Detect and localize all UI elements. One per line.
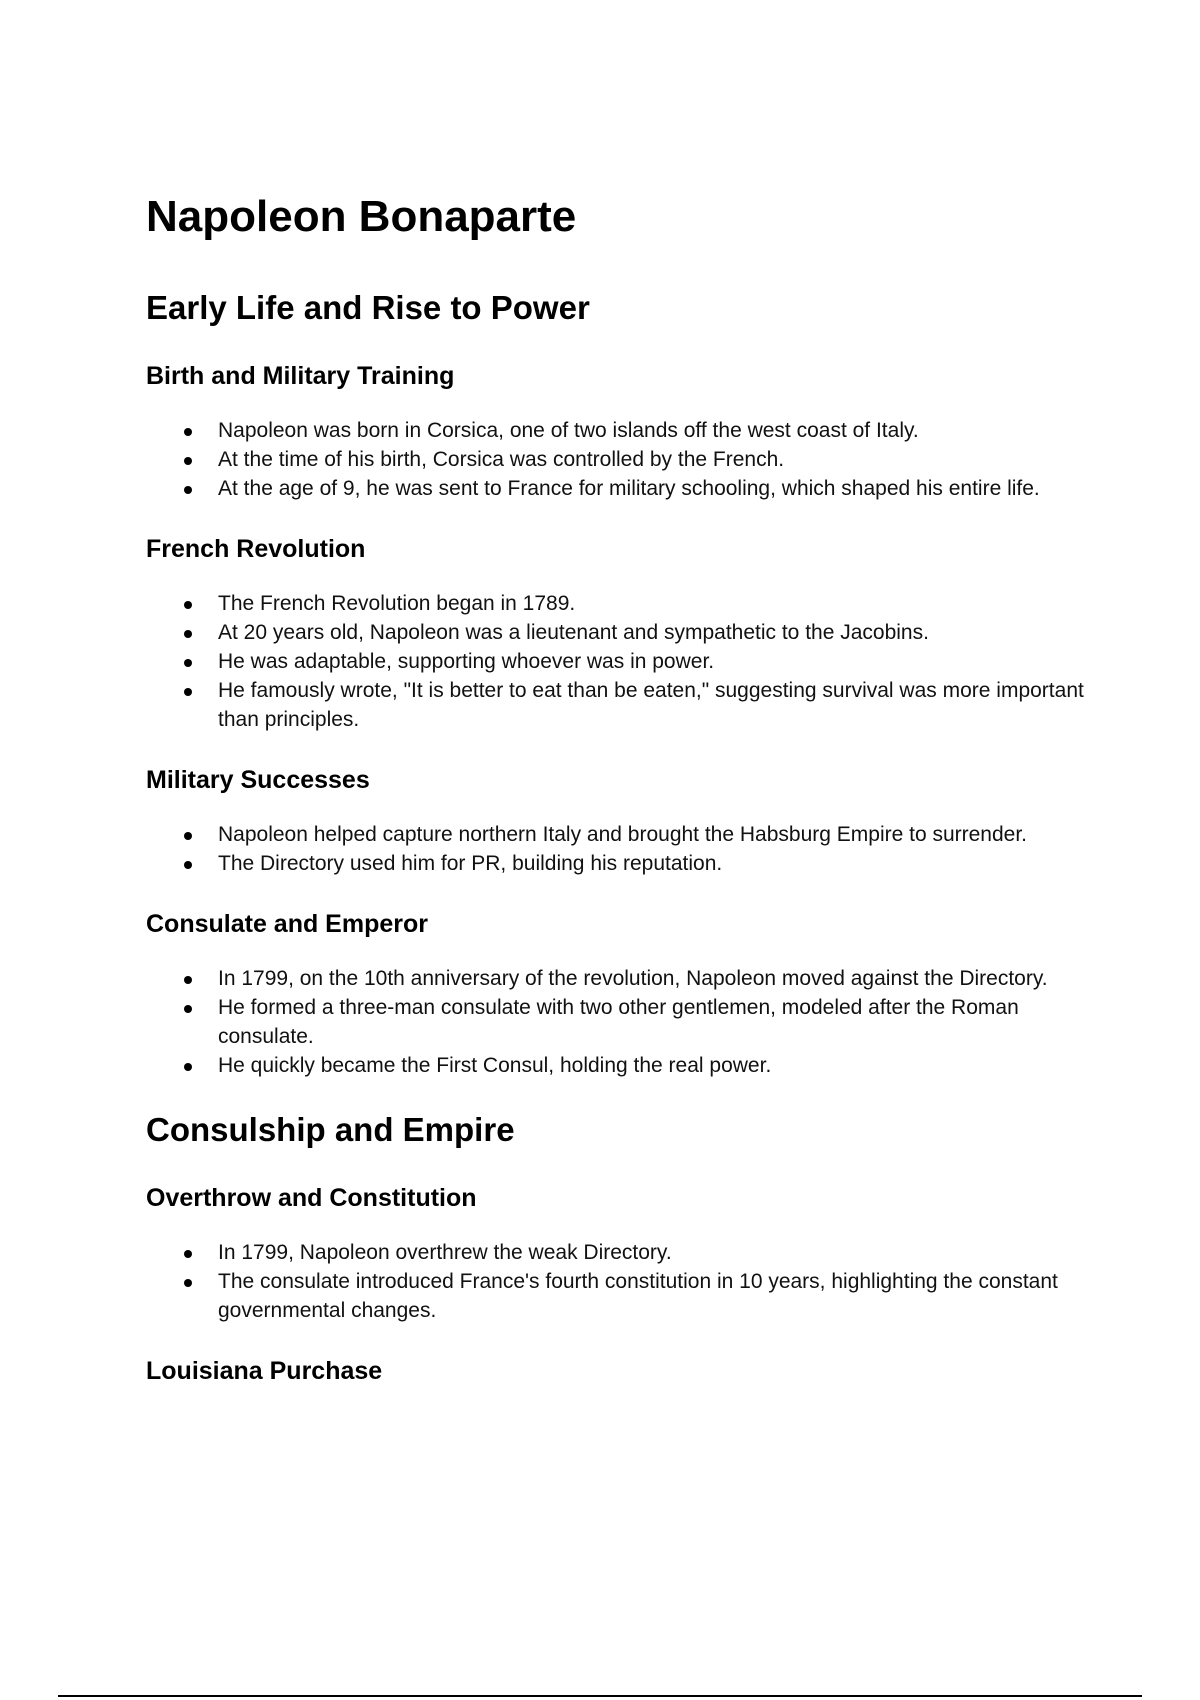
bullet-icon: [184, 659, 192, 667]
list-item-text: The Directory used him for PR, building his reputation.: [218, 852, 723, 875]
list-item: [146, 589, 1106, 618]
list-item: [146, 820, 1106, 849]
list-item: [146, 849, 1106, 878]
bullet-icon: [184, 688, 192, 696]
list-item: [146, 618, 1106, 647]
bullet-icon: [184, 601, 192, 609]
list-item-text: He quickly became the First Consul, holding the real power.: [218, 1054, 772, 1077]
list-item: [146, 993, 1106, 1051]
document-page: [146, 190, 1106, 1411]
list-item-text: The consulate introduced France's fourth constitution in 10 years, highlighting the constant governmental changes.: [218, 1270, 1058, 1322]
subsection-heading: Birth and Military Training: [146, 362, 455, 390]
bullet-icon: [184, 832, 192, 840]
bullet-icon: [184, 1250, 192, 1258]
subsection-heading: French Revolution: [146, 535, 366, 563]
bullet-list: [146, 820, 1106, 878]
bullet-icon: [184, 1063, 192, 1071]
section-heading: Early Life and Rise to Power: [146, 289, 590, 326]
bullet-icon: [184, 486, 192, 494]
bullet-icon: [184, 1279, 192, 1287]
list-item-text: At 20 years old, Napoleon was a lieutenant and sympathetic to the Jacobins.: [218, 621, 929, 644]
bullet-icon: [184, 457, 192, 465]
list-item-text: Napoleon helped capture northern Italy and brought the Habsburg Empire to surrender.: [218, 823, 1028, 846]
list-item: [146, 647, 1106, 676]
subsection-heading: Military Successes: [146, 766, 370, 794]
bullet-list: [146, 589, 1106, 734]
page-divider: [58, 1695, 1142, 1697]
bullet-icon: [184, 976, 192, 984]
list-item: [146, 964, 1106, 993]
bullet-icon: [184, 1005, 192, 1013]
list-item-text: In 1799, on the 10th anniversary of the revolution, Napoleon moved against the Directory.: [218, 967, 1048, 990]
bullet-list: [146, 964, 1106, 1080]
list-item: [146, 1267, 1106, 1325]
subsection-heading: Overthrow and Constitution: [146, 1184, 477, 1212]
document-title: Napoleon Bonaparte: [146, 192, 577, 241]
list-item-text: In 1799, Napoleon overthrew the weak Directory.: [218, 1241, 672, 1264]
bullet-list: [146, 1238, 1106, 1325]
bullet-icon: [184, 630, 192, 638]
list-item-text: Napoleon was born in Corsica, one of two islands off the west coast of Italy.: [218, 419, 919, 442]
section-heading: Consulship and Empire: [146, 1111, 515, 1148]
list-item: [146, 416, 1106, 445]
bullet-list: [146, 416, 1106, 503]
subsection-heading: Louisiana Purchase: [146, 1357, 383, 1385]
list-item: [146, 445, 1106, 474]
list-item: [146, 1238, 1106, 1267]
bullet-icon: [184, 428, 192, 436]
list-item-text: At the time of his birth, Corsica was controlled by the French.: [218, 448, 785, 471]
list-item: [146, 676, 1106, 734]
list-item-text: The French Revolution began in 1789.: [218, 592, 576, 615]
list-item: [146, 1051, 1106, 1080]
list-item-text: He famously wrote, "It is better to eat than be eaten," suggesting survival was more important than principles.: [218, 679, 1084, 731]
subsection-heading: Consulate and Emperor: [146, 910, 428, 938]
list-item-text: At the age of 9, he was sent to France for military schooling, which shaped his entire life.: [218, 477, 1040, 500]
list-item-text: He formed a three-man consulate with two other gentlemen, modeled after the Roman consulate.: [218, 996, 1019, 1048]
list-item: [146, 474, 1106, 503]
list-item-text: He was adaptable, supporting whoever was in power.: [218, 650, 715, 673]
bullet-icon: [184, 861, 192, 869]
